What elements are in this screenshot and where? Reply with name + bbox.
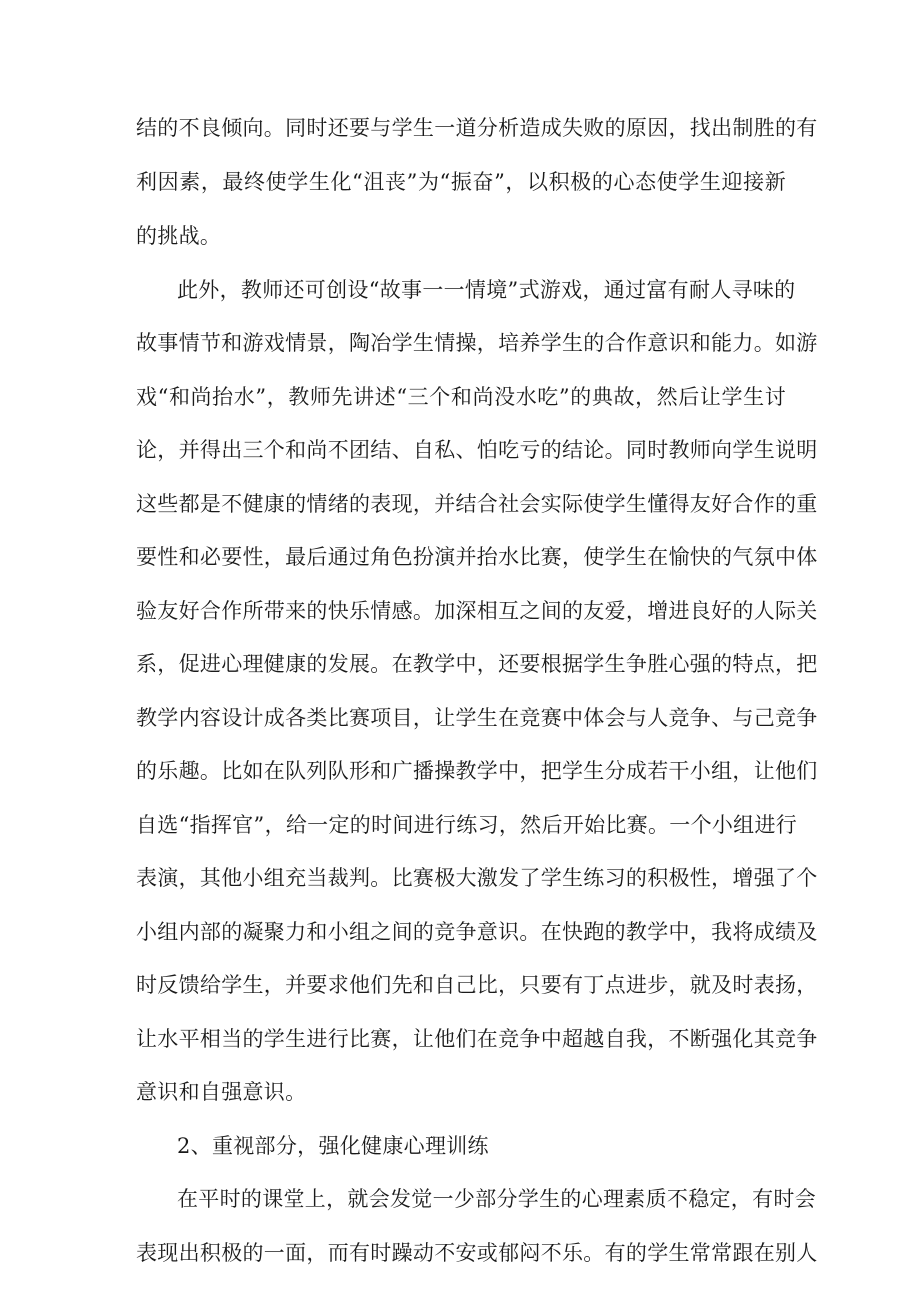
paragraph-2-line-10: 的乐趣。比如在队列队形和广播操教学中，把学生分成若干小组，让他们 (136, 759, 818, 783)
paragraph-3-line-2: 表现出积极的一面，而有时躁动不安或郁闷不乐。有的学生常常跟在别人 (136, 1241, 818, 1265)
paragraph-2-line-5: 这些都是不健康的情绪的表现，并结合社会实际使学生懂得友好合作的重 (136, 492, 818, 516)
section-heading: 2、重视部分，强化健康心理训练 (177, 1134, 489, 1158)
paragraph-2-line-3: 戏“和尚抬水”，教师先讲述“三个和尚没水吃”的典故，然后让学生讨 (136, 385, 786, 409)
paragraph-2-line-13: 小组内部的凝聚力和小组之间的竞争意识。在快跑的教学中，我将成绩及 (136, 920, 818, 944)
paragraph-2-line-7: 验友好合作所带来的快乐情感。加深相互之间的友爱，增进良好的人际关 (136, 599, 818, 623)
paragraph-2-line-14: 时反馈给学生，并要求他们先和自己比，只要有丁点进步，就及时表扬， (136, 973, 818, 997)
paragraph-1-line-3: 的挑战。 (136, 224, 222, 248)
paragraph-2-line-9: 教学内容设计成各类比赛项目，让学生在竞赛中体会与人竞争、与己竞争 (136, 706, 818, 730)
paragraph-2-line-15: 让水平相当的学生进行比赛，让他们在竞争中超越自我，不断强化其竞争 (136, 1027, 818, 1051)
paragraph-2-line-11: 自选“指挥官”，给一定的时间进行练习，然后开始比赛。一个小组进行 (136, 813, 798, 837)
paragraph-2-line-2: 故事情节和游戏情景，陶冶学生情操，培养学生的合作意识和能力。如游 (136, 331, 818, 355)
paragraph-2-line-6: 要性和必要性，最后通过角色扮演并抬水比赛，使学生在愉快的气氛中体 (136, 545, 818, 569)
paragraph-2-line-12: 表演，其他小组充当裁判。比赛极大激发了学生练习的积极性，增强了个 (136, 866, 818, 890)
paragraph-2-line-16: 意识和自强意识。 (136, 1080, 307, 1104)
paragraph-2-line-1: 此外，教师还可创设“故事一一情境”式游戏，通过富有耐人寻味的 (177, 278, 796, 302)
paragraph-1-line-1: 结的不良倾向。同时还要与学生一道分析造成失败的原因，找出制胜的有 (136, 116, 818, 140)
paragraph-3-line-1: 在平时的课堂上，就会发觉一少部分学生的心理素质不稳定，有时会 (177, 1187, 816, 1211)
paragraph-2-line-4: 论，并得出三个和尚不团结、自私、怕吃亏的结论。同时教师向学生说明 (136, 438, 818, 462)
paragraph-2-line-8: 系，促进心理健康的发展。在教学中，还要根据学生争胜心强的特点，把 (136, 652, 818, 676)
paragraph-1-line-2: 利因素，最终使学生化“沮丧”为“振奋”，以积极的心态使学生迎接新 (136, 170, 786, 194)
